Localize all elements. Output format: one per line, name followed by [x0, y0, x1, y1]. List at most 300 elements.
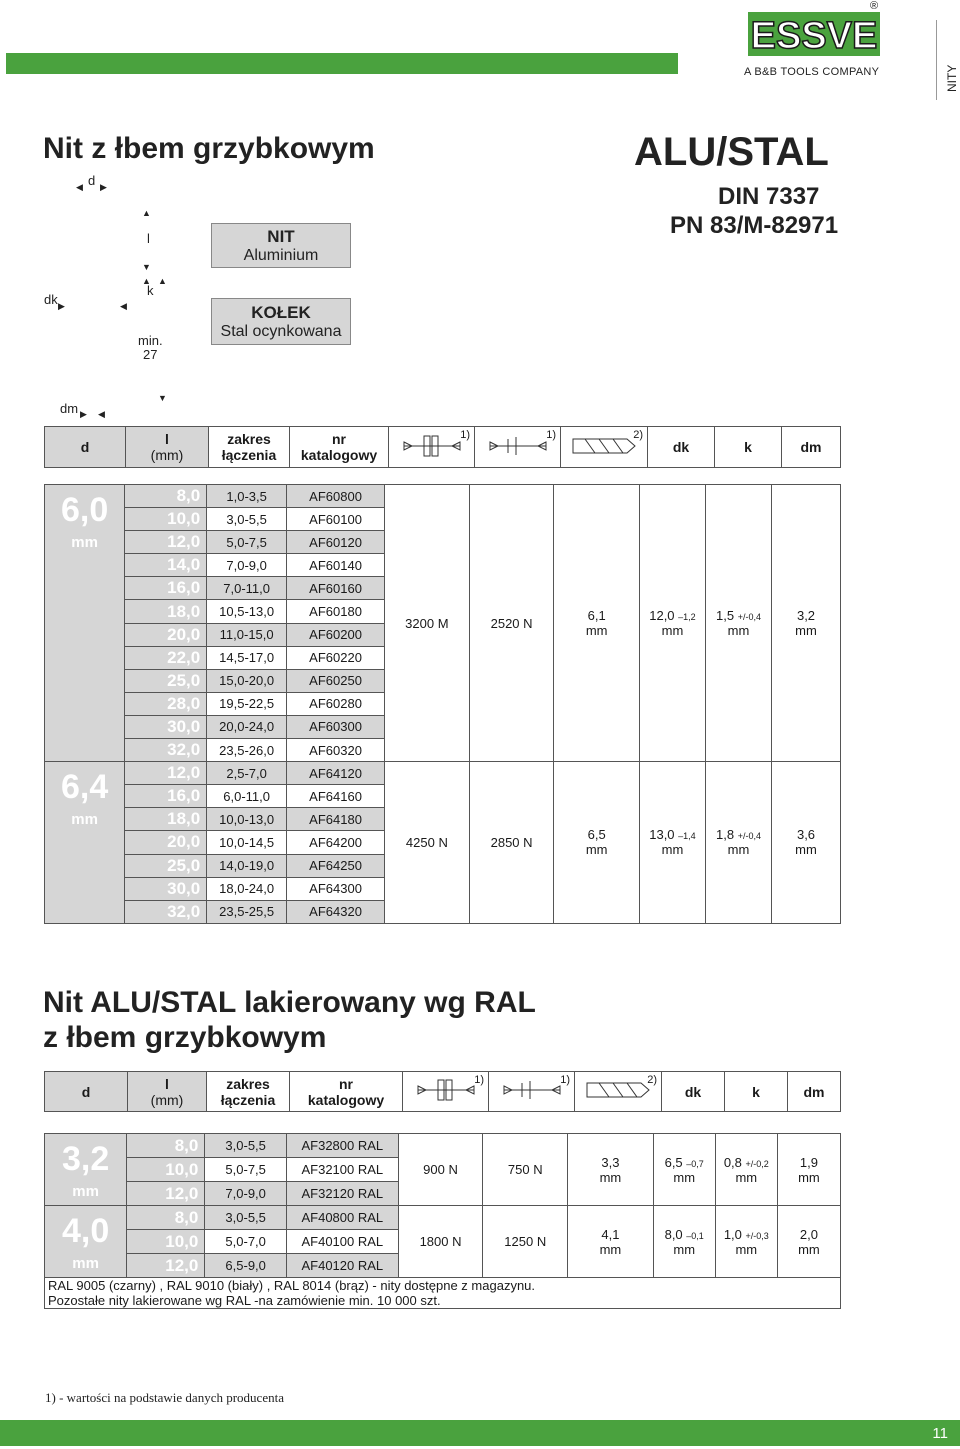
- nit-legend-box: [211, 223, 351, 268]
- header-shear-icon: 1): [389, 427, 475, 468]
- grip-range-cell: [207, 831, 287, 854]
- note-text: Pozostałe nity lakierowane wg RAL -na zamówienie min. 10 000 szt.: [45, 1293, 841, 1309]
- grip-range-value: 3,0-5,5: [226, 511, 267, 527]
- grip-range-cell: [207, 600, 287, 623]
- grip-range-value: 5,0-7,5: [225, 1162, 266, 1177]
- length-cell: [125, 715, 207, 738]
- grip-range-cell: [207, 554, 287, 577]
- length-cell: [127, 1230, 205, 1254]
- catalog-number: AF40800 RAL: [301, 1210, 384, 1225]
- grip-range-value: 18,0-24,0: [219, 881, 275, 897]
- kolek-legend-box: [211, 298, 351, 345]
- length-cell: [127, 1206, 205, 1230]
- head-diameter-cell-unit: mm: [661, 623, 684, 639]
- catalog-number-cell: [287, 485, 385, 508]
- length-cell: [125, 577, 207, 600]
- catalog-number: AF40100 RAL: [301, 1234, 384, 1249]
- diameter-cell: [45, 1134, 127, 1206]
- shear-force-cell: [398, 1206, 483, 1278]
- header-zakres: zakres łączenia: [209, 427, 290, 468]
- catalog-number-cell: [287, 1254, 399, 1278]
- grip-range-cell: [207, 646, 287, 669]
- catalog-number: AF60100: [309, 511, 362, 527]
- mandrel-diameter-cell: [777, 1134, 840, 1206]
- head-height-cell-tolerance: +/-0,3: [745, 1230, 769, 1241]
- length-cell: [125, 554, 207, 577]
- length-cell: [127, 1158, 205, 1182]
- catalog-number: AF40120 RAL: [301, 1258, 384, 1273]
- diameter-value: 3,2: [61, 1140, 110, 1178]
- header-l: l (mm): [128, 1072, 207, 1112]
- catalog-number: AF60180: [309, 604, 362, 620]
- drill-diameter-cell-value: 6,1: [587, 608, 606, 624]
- head-diameter-cell: [653, 1206, 715, 1278]
- length-cell: [127, 1134, 205, 1158]
- length-cell: [125, 831, 207, 854]
- table-row: [45, 1206, 841, 1230]
- diagram-l-label: l: [147, 231, 150, 246]
- head-diameter-cell-value: 8,0: [664, 1226, 683, 1242]
- drill-diameter-cell-value: 4,1: [601, 1226, 620, 1242]
- mandrel-diameter-cell-value: 3,6: [796, 827, 816, 843]
- catalog-number-cell: [287, 600, 385, 623]
- catalog-number-cell: [287, 831, 385, 854]
- table-row: [45, 1134, 841, 1158]
- length-cell: [125, 623, 207, 646]
- length-value: 18,0: [167, 601, 201, 621]
- arrow-right-icon: ▶: [58, 301, 65, 311]
- grip-range-value: 10,0-13,0: [219, 811, 275, 827]
- tensile-force-cell-value: 2520 N: [490, 615, 533, 631]
- arrow-left-icon: ◀: [120, 301, 127, 311]
- header-nr: nr katalogowy: [290, 1072, 403, 1112]
- grip-range-value: 7,0-9,0: [225, 1186, 266, 1201]
- catalog-number: AF32100 RAL: [301, 1162, 384, 1177]
- head-height-cell-value: 1,5: [716, 608, 735, 624]
- catalog-number: AF60200: [309, 627, 362, 643]
- diagram-dm-label: dm: [60, 401, 79, 416]
- diameter-cell: [45, 1206, 127, 1278]
- shear-force-cell: [385, 485, 470, 762]
- grip-range-cell: [207, 854, 287, 877]
- grip-range-cell: [207, 577, 287, 600]
- drill-diameter-cell: [568, 1134, 654, 1206]
- length-cell: [125, 669, 207, 692]
- pn-standard: PN 83/M-82971: [670, 212, 839, 239]
- length-value: 25,0: [167, 670, 201, 690]
- drill-diameter-cell: [554, 485, 640, 762]
- mandrel-diameter-cell-unit: mm: [798, 1241, 820, 1257]
- tensile-force-cell-value: 1250 N: [504, 1234, 547, 1249]
- grip-range-cell: [205, 1206, 287, 1230]
- head-height-cell-tolerance: +/-0,4: [737, 831, 761, 842]
- shear-force-cell-value: 3200 M: [405, 615, 449, 631]
- head-diameter-cell-unit: mm: [673, 1241, 696, 1257]
- diagram-d-label: d: [88, 173, 96, 188]
- catalog-number-cell: [287, 1134, 399, 1158]
- head-height-cell-value: 1,8: [716, 827, 735, 843]
- length-value: 12,0: [165, 1183, 199, 1203]
- grip-range-value: 19,5-22,5: [219, 696, 275, 712]
- grip-range-cell: [207, 485, 287, 508]
- table-row: [45, 485, 841, 508]
- shear-force-cell-value: 4250 N: [405, 834, 448, 850]
- length-value: 32,0: [167, 740, 201, 760]
- shear-force-cell-value: 900 N: [423, 1162, 458, 1177]
- page-title: Nit z łbem grzybkowym: [43, 132, 375, 165]
- catalog-number: AF60320: [309, 742, 362, 758]
- arrow-up-icon: ▲: [142, 276, 151, 286]
- grip-range-cell: [205, 1158, 287, 1182]
- head-height-cell: [715, 1134, 777, 1206]
- head-diameter-cell-value: 12,0: [649, 608, 675, 624]
- drill-diameter-cell: [554, 762, 640, 924]
- header-k: k: [725, 1072, 788, 1112]
- logo-text: ESSVE: [750, 15, 878, 57]
- grip-range-cell: [207, 508, 287, 531]
- head-diameter-cell-value: 6,5: [664, 1154, 683, 1170]
- length-value: 28,0: [167, 693, 201, 713]
- length-value: 12,0: [167, 532, 201, 552]
- length-cell: [125, 485, 207, 508]
- catalog-number: AF32800 RAL: [301, 1138, 384, 1153]
- length-value: 8,0: [174, 1207, 199, 1227]
- catalog-number: AF60140: [309, 557, 362, 573]
- head-height-cell-value: 0,8: [723, 1154, 742, 1170]
- arrow-up-icon: ▲: [158, 276, 167, 286]
- diameter-value: 4,0: [61, 1212, 110, 1250]
- catalog-number-cell: [287, 623, 385, 646]
- catalog-number-cell: [287, 808, 385, 831]
- head-diameter-cell-value: 13,0: [649, 827, 675, 843]
- grip-range-value: 3,0-5,5: [225, 1138, 266, 1153]
- length-value: 16,0: [167, 578, 201, 598]
- grip-range-value: 15,0-20,0: [219, 673, 275, 689]
- head-diameter-cell: [639, 762, 705, 924]
- head-height-cell-unit: mm: [735, 1169, 758, 1185]
- grip-range-cell: [207, 623, 287, 646]
- head-diameter-cell-unit: mm: [661, 842, 684, 858]
- grip-range-cell: [207, 692, 287, 715]
- arrow-left-icon: ◀: [98, 409, 105, 419]
- catalog-number: AF60800: [309, 488, 362, 504]
- length-cell: [125, 508, 207, 531]
- catalog-number: AF60120: [309, 534, 362, 550]
- material-title: ALU/STAL: [634, 130, 829, 174]
- mandrel-diameter-cell-unit: mm: [798, 1169, 820, 1185]
- length-cell: [125, 854, 207, 877]
- diagram-min-value: 27: [143, 347, 158, 362]
- grip-range-cell: [207, 900, 287, 923]
- diameter-cell: [45, 762, 125, 924]
- catalog-number: AF64250: [309, 858, 362, 874]
- length-cell: [125, 785, 207, 808]
- mandrel-diameter-cell-value: 3,2: [796, 608, 816, 624]
- length-value: 20,0: [167, 832, 201, 852]
- length-value: 8,0: [176, 486, 201, 506]
- grip-range-value: 5,0-7,0: [225, 1234, 266, 1249]
- tensile-force-cell: [483, 1134, 568, 1206]
- header-dm: dm: [788, 1072, 841, 1112]
- grip-range-cell: [205, 1230, 287, 1254]
- grip-range-value: 7,0-11,0: [223, 580, 271, 596]
- catalog-number-cell: [287, 854, 385, 877]
- tensile-force-cell: [469, 485, 554, 762]
- shear-force-cell: [385, 762, 470, 924]
- drill-diameter-cell: [568, 1206, 654, 1278]
- grip-range-cell: [207, 762, 287, 785]
- header-d: d: [45, 427, 126, 468]
- shear-force-cell: [398, 1134, 483, 1206]
- catalog-number-cell: [287, 508, 385, 531]
- length-value: 14,0: [167, 555, 201, 575]
- shear-force-cell-value: 1800 N: [419, 1234, 462, 1249]
- length-value: 10,0: [165, 1231, 199, 1251]
- essve-logo: [748, 8, 880, 58]
- mandrel-diameter-cell-value: 1,9: [799, 1154, 818, 1170]
- diameter-unit: mm: [71, 811, 98, 829]
- grip-range-value: 14,0-19,0: [219, 858, 275, 874]
- grip-range-cell: [207, 808, 287, 831]
- header-zakres: zakres łączenia: [207, 1072, 290, 1112]
- head-diameter-cell: [639, 485, 705, 762]
- catalog-number: AF60280: [309, 696, 362, 712]
- nit-legend-material: Aluminium: [243, 247, 319, 264]
- catalog-number-cell: [287, 1230, 399, 1254]
- head-height-cell-unit: mm: [727, 842, 750, 858]
- head-height-cell-unit: mm: [735, 1241, 758, 1257]
- catalog-number-cell: [287, 1182, 399, 1206]
- length-value: 12,0: [165, 1255, 199, 1275]
- table-row: [45, 762, 841, 785]
- grip-range-cell: [207, 531, 287, 554]
- registered-mark: ®: [870, 0, 879, 12]
- head-height-cell-tolerance: +/-0,2: [745, 1158, 769, 1169]
- grip-range-value: 7,0-9,0: [226, 557, 267, 573]
- drill-diameter-cell-value: 3,3: [601, 1154, 620, 1170]
- head-height-cell-tolerance: +/-0,4: [737, 612, 761, 623]
- kolek-legend-material: Stal ocynkowana: [220, 323, 342, 340]
- grip-range-cell: [205, 1134, 287, 1158]
- grip-range-value: 6,0-11,0: [223, 788, 271, 804]
- length-value: 30,0: [167, 878, 201, 898]
- brand-tagline: A B&B TOOLS COMPANY: [744, 66, 880, 78]
- table2-header: [44, 1071, 841, 1112]
- grip-range-value: 20,0-24,0: [219, 719, 275, 735]
- grip-range-cell: [207, 877, 287, 900]
- grip-range-value: 11,0-15,0: [219, 627, 274, 643]
- catalog-number-cell: [287, 554, 385, 577]
- header-nr: nr katalogowy: [290, 427, 389, 468]
- diameter-unit: mm: [71, 534, 98, 551]
- catalog-number-cell: [287, 669, 385, 692]
- catalog-number: AF60300: [309, 719, 362, 735]
- catalog-number-cell: [287, 531, 385, 554]
- grip-range-value: 6,5-9,0: [225, 1258, 266, 1273]
- header-d: d: [45, 1072, 128, 1112]
- header-tensile-icon: 1): [475, 427, 561, 468]
- head-height-cell: [706, 762, 772, 924]
- table1-body: [44, 484, 841, 924]
- drill-diameter-cell-unit: mm: [585, 842, 608, 858]
- length-cell: [125, 692, 207, 715]
- length-cell: [125, 646, 207, 669]
- diameter-unit: mm: [72, 1183, 99, 1200]
- arrow-left-icon: ◀: [76, 182, 83, 192]
- head-diameter-cell-unit: mm: [673, 1169, 696, 1185]
- length-value: 25,0: [167, 855, 201, 875]
- arrow-up-icon: ▲: [142, 208, 151, 218]
- mandrel-diameter-cell: [772, 485, 841, 762]
- head-height-cell-unit: mm: [727, 623, 750, 639]
- catalog-number-cell: [287, 646, 385, 669]
- diagram-k-label: k: [147, 283, 154, 298]
- mandrel-diameter-cell: [772, 762, 841, 924]
- nit-legend-title: NIT: [267, 227, 295, 246]
- grip-range-cell: [207, 715, 287, 738]
- length-value: 18,0: [167, 809, 201, 829]
- header-tensile-icon: 1): [489, 1072, 575, 1112]
- grip-range-cell: [207, 669, 287, 692]
- grip-range-value: 23,5-26,0: [219, 742, 275, 758]
- drill-diameter-cell-unit: mm: [585, 623, 608, 639]
- catalog-number: AF60250: [309, 673, 362, 689]
- length-cell: [127, 1254, 205, 1278]
- arrow-right-icon: ▶: [100, 182, 107, 192]
- header-shear-icon: 1): [403, 1072, 489, 1112]
- side-tab-divider: [936, 20, 938, 100]
- length-value: 30,0: [167, 716, 201, 736]
- catalog-number: AF64200: [309, 834, 362, 850]
- catalog-number: AF64180: [309, 811, 362, 827]
- length-value: 20,0: [167, 624, 201, 644]
- grip-range-cell: [205, 1254, 287, 1278]
- note-row: [45, 1278, 841, 1294]
- header-drill-icon: 2): [575, 1072, 662, 1112]
- head-diameter-cell-tolerance: –0,1: [686, 1230, 704, 1241]
- length-cell: [127, 1182, 205, 1206]
- grip-range-value: 1,0-3,5: [226, 488, 267, 504]
- catalog-number: AF32120 RAL: [301, 1186, 384, 1201]
- catalog-number-cell: [287, 692, 385, 715]
- grip-range-value: 10,0-14,5: [219, 834, 275, 850]
- grip-range-value: 10,5-13,0: [219, 604, 275, 620]
- catalog-number-cell: [287, 877, 385, 900]
- length-cell: [125, 877, 207, 900]
- arrow-down-icon: ▼: [158, 393, 167, 403]
- length-value: 12,0: [167, 763, 201, 783]
- head-height-cell: [715, 1206, 777, 1278]
- section2-title: Nit ALU/STAL lakierowany wg RAL z łbem grzybkowym: [43, 986, 536, 1054]
- diagram-dk-label: dk: [44, 292, 58, 307]
- drill-diameter-cell-unit: mm: [599, 1241, 622, 1257]
- header-dm: dm: [782, 427, 841, 468]
- side-tab-label: NITY: [945, 64, 959, 92]
- kolek-legend-title: KOŁEK: [251, 303, 311, 322]
- top-green-bar: [6, 53, 678, 74]
- din-standard: DIN 7337: [718, 183, 820, 210]
- diameter-value: 6,4: [60, 768, 109, 807]
- catalog-number-cell: [287, 1158, 399, 1182]
- header-dk: dk: [648, 427, 715, 468]
- mandrel-diameter-cell: [777, 1206, 840, 1278]
- header-k: k: [715, 427, 782, 468]
- note-row: [45, 1293, 841, 1309]
- catalog-number-cell: [287, 1206, 399, 1230]
- tensile-force-cell-value: 750 N: [507, 1162, 543, 1177]
- length-cell: [125, 900, 207, 923]
- tensile-force-cell: [483, 1206, 568, 1278]
- catalog-number-cell: [287, 739, 385, 762]
- catalog-number: AF64160: [309, 788, 362, 804]
- catalog-number: AF64320: [309, 904, 362, 920]
- grip-range-cell: [207, 785, 287, 808]
- catalog-number: AF60220: [309, 650, 362, 666]
- catalog-number: AF64120: [309, 765, 362, 781]
- drill-diameter-cell-value: 6,5: [587, 827, 606, 843]
- length-value: 8,0: [174, 1135, 199, 1155]
- catalog-number-cell: [287, 785, 385, 808]
- table2-body: [44, 1133, 841, 1309]
- grip-range-cell: [205, 1182, 287, 1206]
- diameter-value: 6,0: [60, 491, 109, 529]
- diameter-unit: mm: [72, 1255, 99, 1272]
- page-number: 11: [884, 1420, 960, 1446]
- grip-range-value: 3,0-5,5: [225, 1210, 266, 1225]
- arrow-right-icon: ▶: [80, 409, 87, 419]
- length-cell: [125, 600, 207, 623]
- grip-range-value: 2,5-7,0: [226, 765, 267, 781]
- length-value: 10,0: [167, 509, 201, 529]
- tensile-force-cell-value: 2850 N: [490, 834, 533, 850]
- mandrel-diameter-cell-value: 2,0: [799, 1226, 818, 1242]
- catalog-number-cell: [287, 900, 385, 923]
- head-diameter-cell-tolerance: –1,4: [678, 831, 696, 842]
- catalog-number: AF60160: [309, 580, 362, 596]
- length-cell: [125, 531, 207, 554]
- tensile-force-cell: [469, 762, 554, 924]
- grip-range-value: 23,5-25,5: [219, 904, 275, 920]
- grip-range-cell: [207, 739, 287, 762]
- drill-diameter-cell-unit: mm: [599, 1169, 622, 1185]
- note-text: RAL 9005 (czarny) , RAL 9010 (biały) , RAL 8014 (brąz) - nity dostępne z magazynu.: [45, 1278, 841, 1294]
- mandrel-diameter-cell-unit: mm: [795, 623, 817, 639]
- bottom-green-bar: [0, 1420, 884, 1446]
- catalog-number-cell: [287, 577, 385, 600]
- length-value: 22,0: [167, 647, 201, 667]
- grip-range-value: 14,5-17,0: [219, 650, 275, 666]
- diagram-min-label: min.: [138, 333, 163, 348]
- length-value: 16,0: [167, 786, 201, 806]
- length-value: 32,0: [167, 901, 201, 921]
- length-value: 10,0: [165, 1159, 199, 1179]
- length-cell: [125, 762, 207, 785]
- head-diameter-cell-tolerance: –0,7: [686, 1158, 704, 1169]
- header-l: l (mm): [126, 427, 209, 468]
- head-diameter-cell-tolerance: –1,2: [678, 612, 696, 623]
- arrow-down-icon: ▼: [142, 262, 151, 272]
- length-cell: [125, 808, 207, 831]
- header-drill-icon: 2): [561, 427, 648, 468]
- footnote: 1) - wartości na podstawie danych producenta: [45, 1390, 284, 1405]
- catalog-number-cell: [287, 715, 385, 738]
- catalog-number-cell: [287, 762, 385, 785]
- head-height-cell: [706, 485, 772, 762]
- head-diameter-cell: [653, 1134, 715, 1206]
- table1-header: [44, 426, 841, 468]
- catalog-number: AF64300: [309, 881, 362, 897]
- mandrel-diameter-cell-unit: mm: [795, 842, 817, 858]
